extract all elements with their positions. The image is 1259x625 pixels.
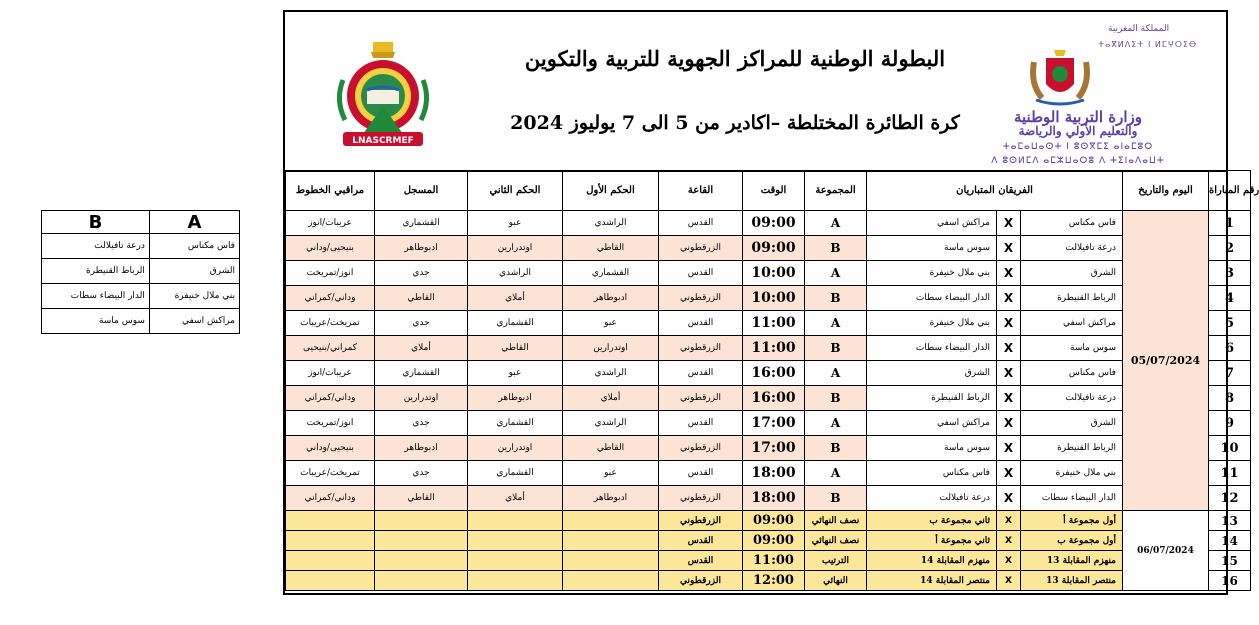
lines-cell: بنيحيى/وداني	[286, 436, 375, 461]
col-ref1-header: الحكم الأول	[563, 171, 659, 211]
hall-cell: القدس	[659, 461, 743, 486]
time-cell: 11:00	[743, 311, 805, 336]
ref2-cell: القشماري	[468, 311, 563, 336]
hall-cell: الزرقطوني	[659, 571, 743, 591]
time-cell: 17:00	[743, 436, 805, 461]
schedule-table	[285, 170, 1259, 591]
match-number-cell: 5	[1209, 311, 1251, 336]
hall-cell: القدس	[659, 361, 743, 386]
team1-cell: درعة تافيلالت	[1021, 236, 1123, 261]
lines-cell	[286, 571, 375, 591]
groups-table	[41, 210, 240, 334]
svg-text:LNASCRMEF: LNASCRMEF	[352, 136, 414, 146]
table-row	[286, 286, 1251, 311]
lines-cell	[286, 551, 375, 571]
ref2-cell: أملاي	[468, 286, 563, 311]
ref1-cell	[563, 571, 659, 591]
table-row	[286, 361, 1251, 386]
time-cell: 09:00	[743, 511, 805, 531]
page-title: البطولة الوطنية للمراكز الجهوية للتربية والتكوين	[524, 46, 946, 71]
match-number-cell: 13	[1209, 511, 1251, 531]
group-cell: B	[805, 386, 867, 411]
hall-cell: الزرقطوني	[659, 436, 743, 461]
col-time-header: الوقت	[743, 171, 805, 211]
group-cell: A	[805, 461, 867, 486]
versus-mark: X	[997, 486, 1021, 511]
ref1-cell: القشماري	[563, 261, 659, 286]
hall-cell: القدس	[659, 311, 743, 336]
group-b-team: الرباط القنيطرة	[42, 259, 150, 284]
lines-cell: عريبات/انوز	[286, 211, 375, 236]
time-cell: 09:00	[743, 531, 805, 551]
group-cell: B	[805, 336, 867, 361]
lines-cell: كمراني/بنيحيى	[286, 336, 375, 361]
stage-cell: النهائي	[805, 571, 867, 591]
time-cell: 09:00	[743, 211, 805, 236]
match-number-cell: 2	[1209, 236, 1251, 261]
versus-mark: X	[997, 261, 1021, 286]
ministry-name-2: والتعليم الأولي والرياضة	[1018, 124, 1138, 138]
lines-cell	[286, 511, 375, 531]
group-cell: A	[805, 261, 867, 286]
versus-mark: X	[997, 461, 1021, 486]
lines-cell: عريبات/انوز	[286, 361, 375, 386]
hall-cell: القدس	[659, 531, 743, 551]
match-number-cell: 3	[1209, 261, 1251, 286]
match-number-cell: 6	[1209, 336, 1251, 361]
time-cell: 16:00	[743, 386, 805, 411]
scorer-cell: اوتدرارين	[375, 386, 468, 411]
ref1-cell	[563, 531, 659, 551]
kingdom-label: المملكة المغربية	[1108, 24, 1170, 34]
ministry-tifinagh-1: ⵜⴰⵎⴰⵡⴰⵙⵜ ⵏ ⵓⵙⴳⵎⵉ ⴰⵏⴰⵎⵓⵔ	[1002, 142, 1154, 152]
scorer-cell: القشماري	[375, 211, 468, 236]
group-b-header: B	[42, 211, 150, 234]
team2-cell: مراكش اسفي	[867, 411, 997, 436]
hall-cell: القدس	[659, 551, 743, 571]
table-row	[286, 461, 1251, 486]
ministry-tifinagh-2: ⴷ ⵓⵙⵍⵎⴷ ⴰⵎⵣⵡⴰⵔⵓ ⴷ ⵜⵉⵏⴰⴷⴰⵡⵜ	[991, 156, 1165, 166]
versus-mark: X	[997, 236, 1021, 261]
ref1-cell: أملاي	[563, 386, 659, 411]
ref1-cell: الراشدي	[563, 411, 659, 436]
team1-cell: درعة تافيلالت	[1021, 386, 1123, 411]
hall-cell: القدس	[659, 211, 743, 236]
table-row	[286, 486, 1251, 511]
scorer-cell: أملاي	[375, 336, 468, 361]
table-row	[286, 336, 1251, 361]
team2-cell: بني ملال خنيفرة	[867, 261, 997, 286]
match-number-cell: 11	[1209, 461, 1251, 486]
versus-mark: X	[997, 551, 1021, 571]
table-row	[286, 436, 1251, 461]
lines-cell: انوز/تمريخت	[286, 411, 375, 436]
kingdom-tifinagh-label: ⵜⴰⴳⵍⴷⵉⵜ ⵏ ⵍⵎⵖⵔⵉⴱ	[1098, 40, 1198, 49]
team1-cell: الرباط القنيطرة	[1021, 286, 1123, 311]
ref2-cell	[468, 571, 563, 591]
hall-cell: الزرقطوني	[659, 511, 743, 531]
hall-cell: الزرقطوني	[659, 386, 743, 411]
ref2-cell: ادبوطاهر	[468, 386, 563, 411]
time-cell: 09:00	[743, 236, 805, 261]
group-b-team: الدار البيضاء سطات	[42, 284, 150, 309]
team2-cell: سوس ماسة	[867, 436, 997, 461]
page-subtitle: كرة الطائرة المختلطة –اكادير من 5 الى 7 يوليوز 2024	[510, 112, 960, 134]
col-hall-header: القاعة	[659, 171, 743, 211]
team1-cell: سوس ماسة	[1021, 336, 1123, 361]
scorer-cell: القشماري	[375, 361, 468, 386]
team2-cell: ثاني مجموعة ب	[867, 511, 997, 531]
match-number-cell: 7	[1209, 361, 1251, 386]
team1-cell: الرباط القنيطرة	[1021, 436, 1123, 461]
ref1-cell: ادبوطاهر	[563, 486, 659, 511]
ref2-cell	[468, 511, 563, 531]
match-number-cell: 9	[1209, 411, 1251, 436]
time-cell: 18:00	[743, 461, 805, 486]
team1-cell: منهزم المقابلة 13	[1021, 551, 1123, 571]
table-row	[286, 531, 1251, 551]
ref1-cell	[563, 511, 659, 531]
versus-mark: X	[997, 311, 1021, 336]
ref2-cell: اوتدرارين	[468, 236, 563, 261]
lines-cell	[286, 531, 375, 551]
versus-mark: X	[997, 286, 1021, 311]
team2-cell: الدار البيضاء سطات	[867, 286, 997, 311]
table-row	[286, 386, 1251, 411]
hall-cell: الزرقطوني	[659, 336, 743, 361]
document-header	[285, 12, 1226, 172]
versus-mark: X	[997, 211, 1021, 236]
team2-cell: الدار البيضاء سطات	[867, 336, 997, 361]
team2-cell: سوس ماسة	[867, 236, 997, 261]
match-number-cell: 8	[1209, 386, 1251, 411]
lines-cell: تمريخت/عريبات	[286, 461, 375, 486]
ref2-cell: عبو	[468, 361, 563, 386]
group-cell: B	[805, 286, 867, 311]
crown-icon	[373, 42, 393, 52]
team1-cell: أول مجموعة ب	[1021, 531, 1123, 551]
versus-mark: X	[997, 336, 1021, 361]
team1-cell: الشرق	[1021, 411, 1123, 436]
time-cell: 16:00	[743, 361, 805, 386]
team1-cell: الشرق	[1021, 261, 1123, 286]
group-cell: B	[805, 236, 867, 261]
group-a-team: فاس مكناس	[149, 234, 239, 259]
table-header-row	[286, 171, 1251, 211]
lines-cell: بنيحيى/وداني	[286, 236, 375, 261]
team1-cell: أول مجموعة أ	[1021, 511, 1123, 531]
team2-cell: الشرق	[867, 361, 997, 386]
hall-cell: القدس	[659, 261, 743, 286]
scorer-cell: ادبوطاهر	[375, 436, 468, 461]
hall-cell: الزرقطوني	[659, 286, 743, 311]
team2-cell: ثاني مجموعة أ	[867, 531, 997, 551]
stage-cell: نصف النهائي	[805, 511, 867, 531]
day-cell: 05/07/2024	[1123, 211, 1209, 511]
team2-cell: فاس مكناس	[867, 461, 997, 486]
lines-cell: وداني/كمراني	[286, 386, 375, 411]
col-ref2-header: الحكم الثاني	[468, 171, 563, 211]
group-cell: B	[805, 436, 867, 461]
versus-mark: X	[997, 531, 1021, 551]
ref2-cell: اوتدرارين	[468, 436, 563, 461]
match-number-cell: 15	[1209, 551, 1251, 571]
table-row	[286, 511, 1251, 531]
versus-mark: X	[997, 386, 1021, 411]
group-cell: B	[805, 486, 867, 511]
time-cell: 10:00	[743, 261, 805, 286]
team1-cell: مراكش اسفي	[1021, 311, 1123, 336]
ref1-cell: عبو	[563, 461, 659, 486]
time-cell: 18:00	[743, 486, 805, 511]
versus-mark: X	[997, 361, 1021, 386]
scorer-cell: جدي	[375, 311, 468, 336]
scorer-cell: القاطي	[375, 486, 468, 511]
versus-mark: X	[997, 511, 1021, 531]
ref1-cell: الراشدي	[563, 211, 659, 236]
hall-cell: القدس	[659, 411, 743, 436]
lines-cell: وداني/كمراني	[286, 286, 375, 311]
table-row	[286, 551, 1251, 571]
group-a-team: مراكش اسفي	[149, 309, 239, 334]
versus-mark: X	[997, 571, 1021, 591]
scorer-cell: جدي	[375, 411, 468, 436]
ref2-cell: أملاي	[468, 486, 563, 511]
ref2-cell: القاطي	[468, 336, 563, 361]
group-b-team: سوس ماسة	[42, 309, 150, 334]
lnascrmef-emblem-icon	[323, 40, 443, 150]
team1-cell: فاس مكناس	[1021, 211, 1123, 236]
group-cell: A	[805, 311, 867, 336]
scorer-cell	[375, 511, 468, 531]
group-a-team: بني ملال خنيفرة	[149, 284, 239, 309]
time-cell: 10:00	[743, 286, 805, 311]
ref2-cell: القشماري	[468, 411, 563, 436]
coat-of-arms-icon	[1028, 48, 1092, 108]
col-date-header: اليوم والتاريخ	[1123, 171, 1209, 211]
hall-cell: الزرقطوني	[659, 486, 743, 511]
scorer-cell	[375, 551, 468, 571]
ref1-cell: القاطي	[563, 236, 659, 261]
match-number-cell: 16	[1209, 571, 1251, 591]
stage-cell: نصف النهائي	[805, 531, 867, 551]
team1-cell: الدار البيضاء سطات	[1021, 486, 1123, 511]
col-group-header: المجموعة	[805, 171, 867, 211]
scorer-cell: جدي	[375, 461, 468, 486]
group-cell: A	[805, 211, 867, 236]
table-row	[286, 236, 1251, 261]
hall-cell: الزرقطوني	[659, 236, 743, 261]
time-cell: 11:00	[743, 336, 805, 361]
lines-cell: انوز/تمريخت	[286, 261, 375, 286]
ref2-cell	[468, 551, 563, 571]
col-num-header: رقم المباراة	[1209, 171, 1251, 211]
match-number-cell: 4	[1209, 286, 1251, 311]
table-row	[286, 261, 1251, 286]
team1-cell: بني ملال خنيفرة	[1021, 461, 1123, 486]
lines-cell: وداني/كمراني	[286, 486, 375, 511]
match-number-cell: 10	[1209, 436, 1251, 461]
team2-cell: درعة تافيلالت	[867, 486, 997, 511]
ref2-cell: القشماري	[468, 461, 563, 486]
schedule-document	[283, 10, 1259, 595]
ref1-cell: ادبوطاهر	[563, 286, 659, 311]
match-number-cell: 1	[1209, 211, 1251, 236]
day-cell: 06/07/2024	[1123, 511, 1209, 591]
table-row	[286, 311, 1251, 336]
team2-cell: مراكش اسفي	[867, 211, 997, 236]
time-cell: 11:00	[743, 551, 805, 571]
ref2-cell: عبو	[468, 211, 563, 236]
scorer-cell: القاطي	[375, 286, 468, 311]
stage-cell: الترتيب	[805, 551, 867, 571]
scorer-cell	[375, 531, 468, 551]
lines-cell: تمريخت/عريبات	[286, 311, 375, 336]
match-number-cell: 14	[1209, 531, 1251, 551]
ref1-cell: القاطي	[563, 436, 659, 461]
col-teams-header: الفريقان المتباريان	[867, 171, 1123, 211]
col-scorer-header: المسجل	[375, 171, 468, 211]
team2-cell: منتصر المقابلة 14	[867, 571, 997, 591]
team2-cell: الرباط القنيطرة	[867, 386, 997, 411]
team1-cell: فاس مكناس	[1021, 361, 1123, 386]
group-a-team: الشرق	[149, 259, 239, 284]
team2-cell: منهزم المقابلة 14	[867, 551, 997, 571]
ref2-cell: الراشدي	[468, 261, 563, 286]
scorer-cell: جدي	[375, 261, 468, 286]
col-lines-header: مراقبي الخطوط	[286, 171, 375, 211]
team2-cell: بني ملال خنيفرة	[867, 311, 997, 336]
ref1-cell: عبو	[563, 311, 659, 336]
ref2-cell	[468, 531, 563, 551]
match-number-cell: 12	[1209, 486, 1251, 511]
time-cell: 12:00	[743, 571, 805, 591]
group-a-header: A	[149, 211, 239, 234]
table-row	[286, 571, 1251, 591]
group-b-team: درعة تافيلالت	[42, 234, 150, 259]
versus-mark: X	[997, 436, 1021, 461]
scorer-cell: ادبوطاهر	[375, 236, 468, 261]
table-row	[286, 411, 1251, 436]
ministry-logo	[958, 18, 1198, 168]
group-cell: A	[805, 411, 867, 436]
ref1-cell: اوتدرارين	[563, 336, 659, 361]
group-cell: A	[805, 361, 867, 386]
ref1-cell	[563, 551, 659, 571]
table-row	[286, 211, 1251, 236]
time-cell: 17:00	[743, 411, 805, 436]
team1-cell: منتصر المقابلة 13	[1021, 571, 1123, 591]
ministry-name: وزارة التربية الوطنية	[1013, 108, 1142, 126]
versus-mark: X	[997, 411, 1021, 436]
ref1-cell: الراشدي	[563, 361, 659, 386]
scorer-cell	[375, 571, 468, 591]
